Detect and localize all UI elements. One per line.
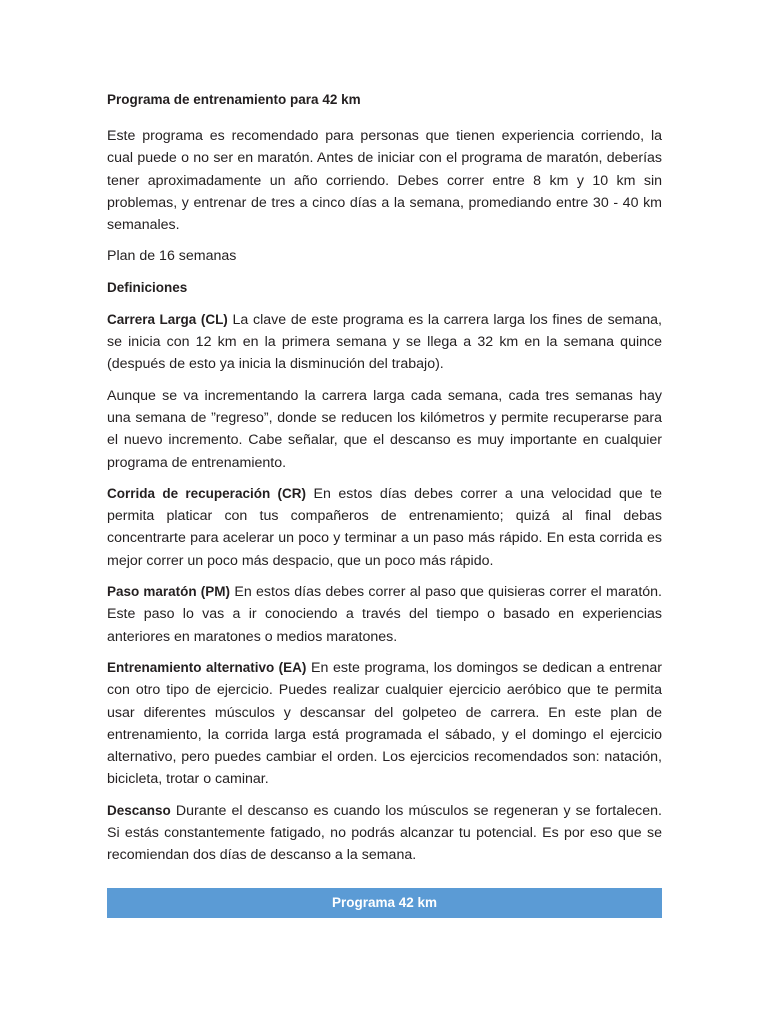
plan-duration: Plan de 16 semanas [107,248,237,265]
term-corrida-recuperacion: Corrida de recuperación (CR) [107,485,307,501]
text-carrera-larga: La clave de este programa es la carrera larga los fines de semana, se inicia con 12 km en la primera semana y se llega a 32 km en la semana quince (después de esto ya inicia la disminución del trabajo). [107,311,662,373]
term-descanso: Descanso [107,802,171,818]
term-carrera-larga: Carrera Larga (CL) [107,311,228,327]
definition-descanso [107,800,662,867]
text-entrenamiento-alternativo: En este programa, los domingos se dedican a entrenar con otro tipo de ejercicio. Puedes realizar cualquier ejercicio aeróbico que te permita usar diferentes músculos y descansar del golpeteo de carrera. En este plan de entrenamiento, la corrida larga está programada el sábado, y el domingo el ejercicio alternativo, pero puedes cambiar el orden. Los ejercicios recomendados son: natación, bicicleta, trotar o caminar. [107,659,663,788]
document-title: Programa de entrenamiento para 42 km [107,92,361,107]
text-corrida-recuperacion: En estos días debes correr a una velocidad que te permita platicar con tus compañeros de entrenamiento; quizá al final debas concentrarte para acelerar un poco y terminar a un paso más rápido. En esta corrida es mejor correr un poco más despacio, que un poco más rápido. [107,485,662,569]
term-entrenamiento-alternativo: Entrenamiento alternativo (EA) [107,659,307,675]
document-body [107,89,662,876]
term-paso-maraton: Paso maratón (PM) [107,584,231,600]
intro-paragraph: Este programa es recomendado para personas que tienen experiencia corriendo, la cual puede o no ser en maratón. Antes de iniciar con el programa de maratón, deberías tener aproximadamente un año corriendo. Debes correr entre 8 km y 10 km sin problemas, y entrenar de tres a cinco días a la semana, promediando entre 30 - 40 km semanales. [107,128,662,234]
program-table-header: Programa 42 km [107,888,662,921]
definition-entrenamiento-alternativo [107,657,662,791]
carrera-larga-extra-paragraph: Aunque se va incrementando la carrera larga cada semana, cada tres semanas hay una semana de ”regreso”, donde se reducen los kilómetros y permite recuperarse para el nuevo incremento. Cabe señalar, que el descanso es muy importante en cualquier programa de entrenamiento. [107,387,662,471]
text-descanso: Durante el descanso es cuando los músculos se regeneran y se fortalecen. Si estás constantemente fatigado, no podrás alcanzar tu potencial. Es por eso que se recomiendan dos días de descanso a la semana. [107,802,662,864]
definition-paso-maraton [107,581,662,648]
definition-carrera-larga [107,309,662,376]
definitions-heading: Definiciones [107,279,188,295]
text-paso-maraton: En estos días debes correr al paso que quisieras correr el maratón. Este paso lo vas a ir conociendo a través del tiempo o basado en experiencias anteriores en maratones o medios maratones. [107,584,662,645]
definition-corrida-recuperacion [107,483,662,572]
